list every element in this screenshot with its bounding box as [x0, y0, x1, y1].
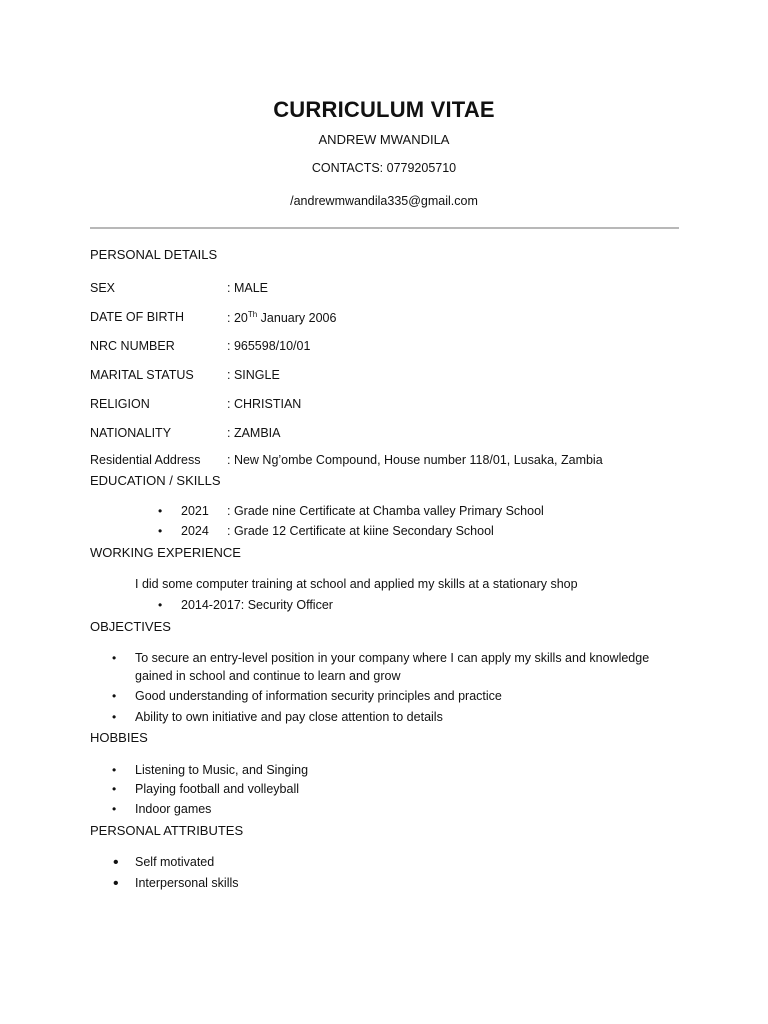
detail-value-sex: : MALE: [227, 281, 268, 295]
candidate-name: ANDREW MWANDILA: [318, 132, 450, 147]
hobby-item: Playing football and volleyball: [135, 782, 299, 796]
detail-value-nationality: : ZAMBIA: [227, 426, 281, 440]
hobby-item: Indoor games: [135, 802, 212, 816]
detail-value-marital-status: : SINGLE: [227, 368, 280, 382]
objective-item: Ability to own initiative and pay close attention to details: [135, 710, 443, 724]
education-description: : Grade nine Certificate at Chamba valley Primary School: [227, 504, 544, 518]
hobby-item: Listening to Music, and Singing: [135, 763, 309, 777]
bullet-icon: •: [112, 802, 117, 816]
contact-phone: CONTACTS: 0779205710: [311, 161, 457, 175]
detail-label-marital-status: MARITAL STATUS: [90, 368, 194, 382]
experience-item: 2014-2017: Security Officer: [181, 598, 333, 612]
detail-label-sex: SEX: [90, 281, 116, 295]
bullet-icon: •: [158, 504, 163, 518]
bullet-icon: •: [113, 875, 119, 892]
section-heading-working-experience: WORKING EXPERIENCE: [90, 545, 241, 560]
bullet-icon: •: [158, 598, 163, 612]
detail-label-residential-address: Residential Address: [90, 453, 201, 467]
objective-item: To secure an entry-level position in your company where I can apply my skills and knowledge gained in school and continue to learn and grow: [135, 651, 650, 683]
contact-email: /andrewmwandila335@gmail.com: [290, 194, 478, 208]
detail-label-nationality: NATIONALITY: [90, 426, 172, 440]
dob-month-year: January 2006: [257, 311, 337, 326]
section-heading-education: EDUCATION / SKILLS: [90, 473, 221, 488]
section-heading-personal-attributes: PERSONAL ATTRIBUTES: [90, 823, 244, 838]
bullet-icon: •: [112, 763, 117, 777]
bullet-icon: •: [113, 854, 119, 871]
detail-label-nrc-number: NRC NUMBER: [90, 339, 175, 353]
bullet-icon: •: [112, 710, 117, 724]
experience-intro: I did some computer training at school and applied my skills at a stationary shop: [135, 577, 578, 591]
detail-value-date-of-birth: [227, 310, 336, 325]
dob-day: : 20: [227, 311, 248, 326]
section-heading-hobbies: HOBBIES: [90, 730, 148, 745]
section-heading-objectives: OBJECTIVES: [90, 619, 171, 634]
detail-value-religion: : CHRISTIAN: [227, 397, 302, 411]
detail-label-religion: RELIGION: [90, 397, 150, 411]
section-heading-personal-details: PERSONAL DETAILS: [90, 247, 218, 262]
bullet-icon: •: [158, 524, 163, 538]
objective-item: Good understanding of information security principles and practice: [135, 689, 502, 703]
header-divider: [90, 227, 679, 229]
detail-value-residential-address: : New Ng’ombe Compound, House number 118/01, Lusaka, Zambia: [227, 453, 603, 467]
bullet-icon: •: [112, 782, 117, 796]
education-year: 2021: [181, 504, 209, 518]
education-description: : Grade 12 Certificate at kiine Secondary School: [227, 524, 494, 538]
detail-label-date-of-birth: DATE OF BIRTH: [90, 310, 184, 324]
dob-day-suffix: Th: [247, 310, 258, 319]
bullet-icon: •: [112, 689, 117, 703]
document-title: CURRICULUM VITAE: [273, 97, 495, 122]
attribute-item: Interpersonal skills: [135, 876, 239, 890]
education-year: 2024: [181, 524, 209, 538]
attribute-item: Self motivated: [135, 855, 215, 869]
bullet-icon: •: [112, 651, 117, 665]
detail-value-nrc-number: : 965598/10/01: [227, 339, 311, 353]
